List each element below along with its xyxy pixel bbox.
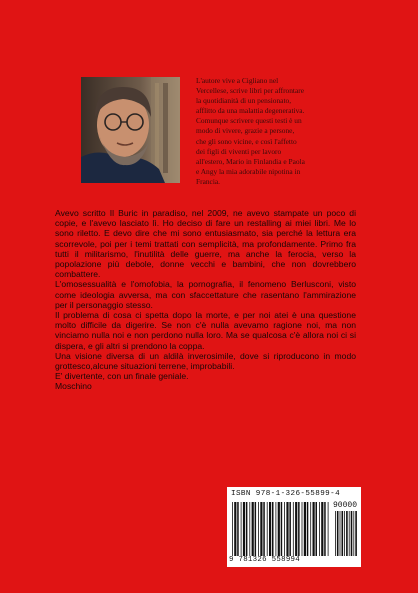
author-bio [196,76,306,187]
blurb-paragraph: Avevo scritto Il Buric in paradiso, nel 2009, ne avevo stampate un poco di copie, e l'avevo lasciato lì. Ho deciso di fare un restalling ai miei libri. Me lo sono riletto. E devo dire che mi sono entusiasmato, sia perché la lettura era scorrevole, poi per i temi trattati con semplicità, ma profondamente. Primo fra tutti il militarismo, l'inutilità delle guerre, ma anche la ferocia, verso la popolazione più debole, donne vecchi e bambini, che non dovrebbero combattere. [55,208,356,280]
barcode-addon-bars-icon [334,511,358,556]
blurb-paragraph: Una visione diversa di un aldilà inverosimile, dove si riproducono in modo grottesco,alcune situazioni terrene, improbabili. [55,350,356,372]
author-photo [81,77,180,183]
back-cover-blurb [55,208,356,392]
blurb-paragraph: E' divertente, con un finale geniale. [55,371,189,382]
isbn-text: ISBN 978-1-326-55899-4 [231,490,341,498]
blurb-paragraph: Il problema di cosa ci spetta dopo la morte, e per noi atei è una questione molto difficile da digerire. Se non c'è nulla avevamo ragione noi, ma non vinciamo nulla noi e non perdono nulla loro. Ma se qualcosa c'è allora noi ci si dispera, e gli altri si prendono la coppa. [55,310,356,351]
barcode-digits: 9 781326 558994 [229,556,301,564]
author-bio-text: L'autore vive a Cigliano nel Vercellese, scrive libri per affrontare la quotidianità di un pensionato, afflitto da una malattia degenerativa. Comunque scrivere questi testi è un modo di vivere, grazie a persone, che gli sono vicine, e così l'affetto dei figli di viventi per lavoro all'estero, Mario in Finlandia e Paola e Angy la mia adorabile nipotina in Francia. [196,76,305,186]
blurb-signature: Moschino [55,381,92,392]
barcode-bars-icon [231,502,331,556]
blurb-paragraph: L'omosessualità e l'omofobia, la pornografia, il fenomeno Berlusconi, visto come ideologia avversa, ma con sfaccettature che rasentano l'ammirazione per il personaggio stesso. [55,279,356,310]
price-code: 90000 [332,501,357,510]
isbn-barcode [227,487,361,567]
